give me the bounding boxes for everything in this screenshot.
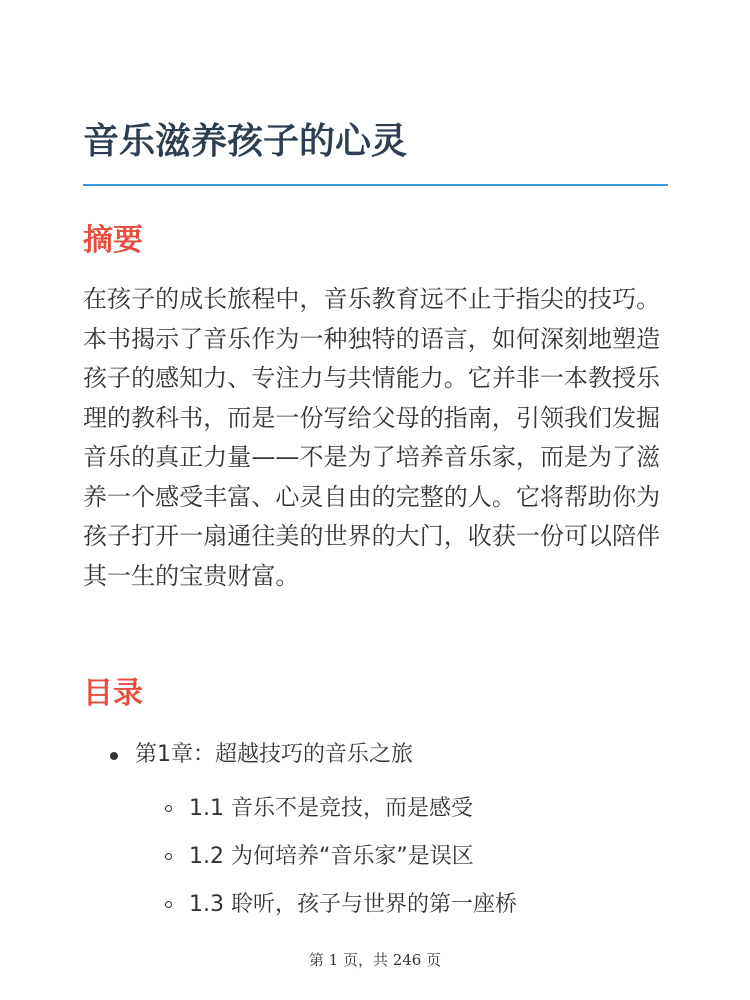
summary-heading: 摘要	[83, 223, 143, 258]
toc-section-label: 1.3 聆听，孩子与世界的第一座桥	[189, 892, 517, 917]
toc-section-item	[83, 837, 668, 877]
hollow-bullet-icon	[165, 901, 172, 908]
summary-paragraph: 在孩子的成长旅程中，音乐教育远不止于指尖的技巧。本书揭示了音乐作为一种独特的语言，如何深刻地塑造孩子的感知力、专注力与共情能力。它并非一本教授乐理的教科书，而是一份写给父母的指南，引领我们发掘音乐的真正力量——不是为了培养音乐家，而是为了滋养一个感受丰富、心灵自由的完整的人。它将帮助你为孩子打开一扇通往美的世界的大门，收获一份可以陪伴其一生的宝贵财富。	[83, 285, 661, 590]
hollow-bullet-icon	[165, 853, 172, 860]
toc-section-label: 1.1 音乐不是竞技，而是感受	[189, 796, 473, 821]
page-number-footer: 第 1 页，共 246 页	[308, 951, 442, 969]
toc-chapter-item	[83, 735, 668, 917]
toc-heading: 目录	[83, 676, 143, 711]
toc-chapter-label: 第1章：超越技巧的音乐之旅	[135, 742, 413, 767]
document-page	[83, 0, 668, 1000]
toc-section-item	[83, 885, 668, 925]
document-title: 音乐滋养孩子的心灵	[83, 121, 408, 162]
filled-bullet-icon	[110, 752, 118, 760]
table-of-contents	[83, 735, 668, 917]
toc-section-label: 1.2 为何培养“音乐家”是误区	[189, 844, 474, 869]
toc-section-item	[83, 789, 668, 829]
hollow-bullet-icon	[165, 805, 172, 812]
toc-section-list	[83, 789, 668, 933]
title-divider	[83, 184, 668, 186]
